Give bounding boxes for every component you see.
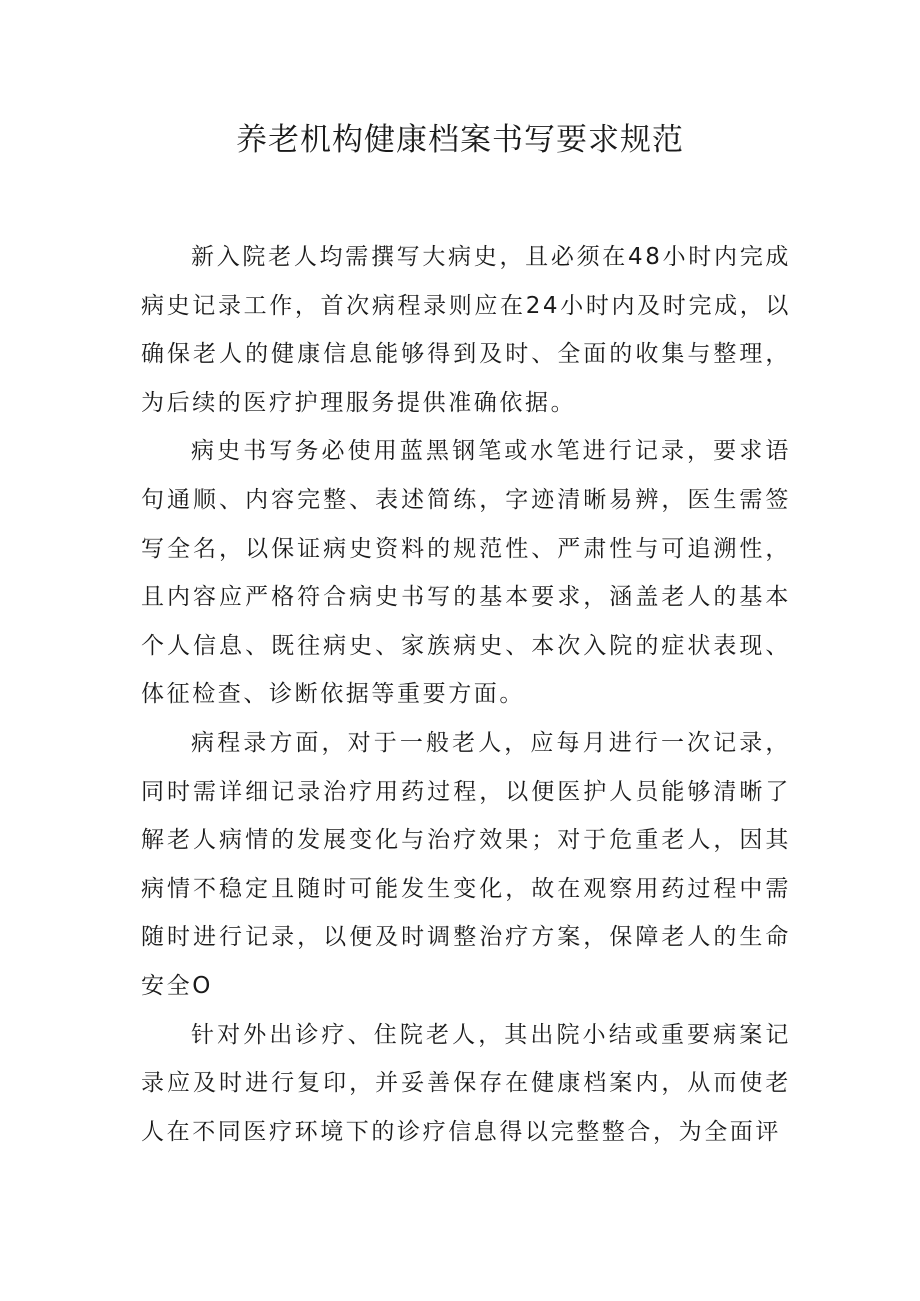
document-title: 养老机构健康档案书写要求规范 (236, 122, 684, 158)
paragraph-writing-requirements: 病史书写务必使用蓝黑钢笔或水笔进行记录，要求语句通顺、内容完整、表述简练，字迹清晰易辨，医生需签写全名，以保证病史资料的规范性、严肃性与可追溯性，且内容应严格符合病史书写的基本要求，涵盖老人的基本个人信息、既往病史、家族病史、本次入院的症状表现、体征检查、诊断依据等重要方面。 (141, 438, 791, 708)
document-body (141, 233, 791, 1156)
paragraph-external-records: 针对外出诊疗、住院老人，其出院小结或重要病案记录应及时进行复印，并妥善保存在健康档案内，从而使老人在不同医疗环境下的诊疗信息得以完整整合，为全面评 (141, 1021, 791, 1145)
paragraph-progress-notes: 病程录方面，对于一般老人，应每月进行一次记录，同时需详细记录治疗用药过程，以便医护人员能够清晰了解老人病情的发展变化与治疗效果；对于危重老人，因其病情不稳定且随时可能发生变化，故在观察用药过程中需随时进行记录，以便及时调整治疗方案，保障老人的生命安全O (141, 729, 791, 999)
paragraph-admission-history: 新入院老人均需撰写大病史，且必须在48小时内完成病史记录工作，首次病程录则应在24小时内及时完成，以确保老人的健康信息能够得到及时、全面的收集与整理，为后续的医疗护理服务提供准确依据。 (141, 244, 791, 416)
